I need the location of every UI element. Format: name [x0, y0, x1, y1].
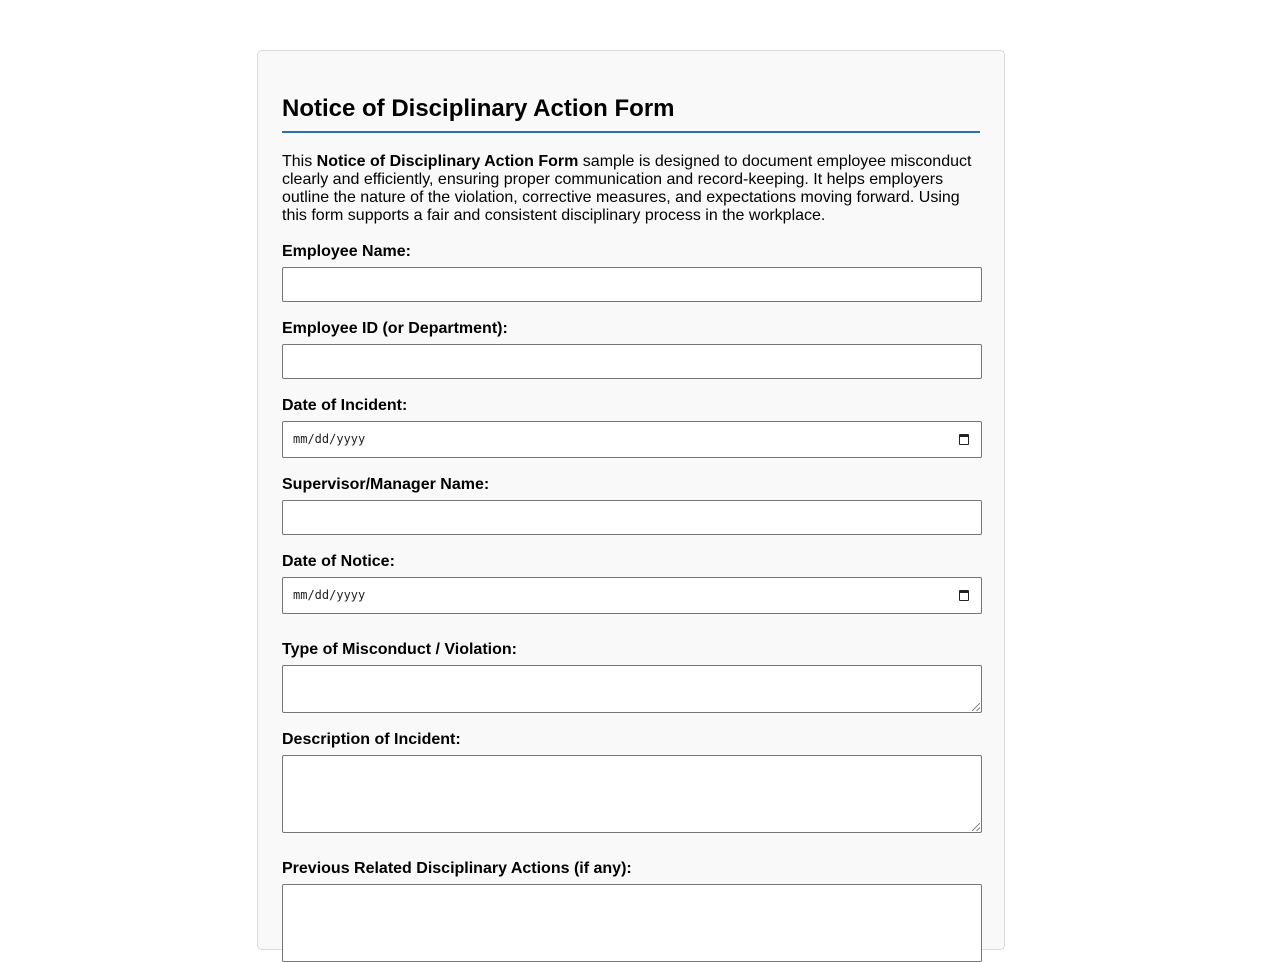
- misconduct-type-textarea[interactable]: [282, 665, 982, 713]
- employee-name-label: Employee Name:: [282, 243, 411, 260]
- date-placeholder: mm/dd/yyyy: [293, 432, 366, 446]
- employee-id-group: [282, 320, 980, 379]
- intro-bold: Notice of Disciplinary Action Form: [316, 153, 579, 170]
- intro-suffix: sample is designed to document employee misconduct clearly and efficiently, ensuring proper communication and record-keeping. It helps employers outline the nature of the violation, corrective measures, and expectations moving forward. Using this form supports a fair and consistent disciplinary process in the workplace.: [282, 153, 972, 224]
- previous-actions-group: [282, 860, 980, 962]
- misconduct-type-group: [282, 641, 980, 713]
- calendar-icon[interactable]: [959, 590, 969, 601]
- form-card: [257, 50, 1005, 950]
- previous-actions-textarea[interactable]: [282, 884, 982, 962]
- supervisor-name-input[interactable]: [282, 500, 982, 535]
- incident-description-label: Description of Incident:: [282, 731, 461, 748]
- previous-actions-label: Previous Related Disciplinary Actions (if any):: [282, 860, 632, 877]
- employee-id-label: Employee ID (or Department):: [282, 320, 508, 337]
- incident-description-textarea[interactable]: [282, 755, 982, 833]
- supervisor-name-group: [282, 476, 980, 535]
- employee-name-input[interactable]: [282, 267, 982, 302]
- date-of-notice-group: [282, 553, 980, 614]
- resize-grip-icon[interactable]: [972, 823, 980, 831]
- intro-text: [282, 153, 980, 225]
- date-of-notice-input[interactable]: [282, 577, 982, 614]
- intro-prefix: This: [282, 153, 317, 170]
- date-placeholder: mm/dd/yyyy: [293, 588, 366, 602]
- page-title: Notice of Disciplinary Action Form: [282, 95, 980, 133]
- calendar-icon[interactable]: [959, 434, 969, 445]
- date-of-incident-group: [282, 397, 980, 458]
- date-of-incident-label: Date of Incident:: [282, 397, 408, 414]
- employee-name-group: [282, 243, 980, 302]
- employee-id-input[interactable]: [282, 344, 982, 379]
- misconduct-type-label: Type of Misconduct / Violation:: [282, 641, 517, 658]
- date-of-notice-label: Date of Notice:: [282, 553, 395, 570]
- resize-grip-icon[interactable]: [972, 703, 980, 711]
- date-of-incident-input[interactable]: [282, 421, 982, 458]
- supervisor-name-label: Supervisor/Manager Name:: [282, 476, 490, 493]
- incident-description-group: [282, 731, 980, 833]
